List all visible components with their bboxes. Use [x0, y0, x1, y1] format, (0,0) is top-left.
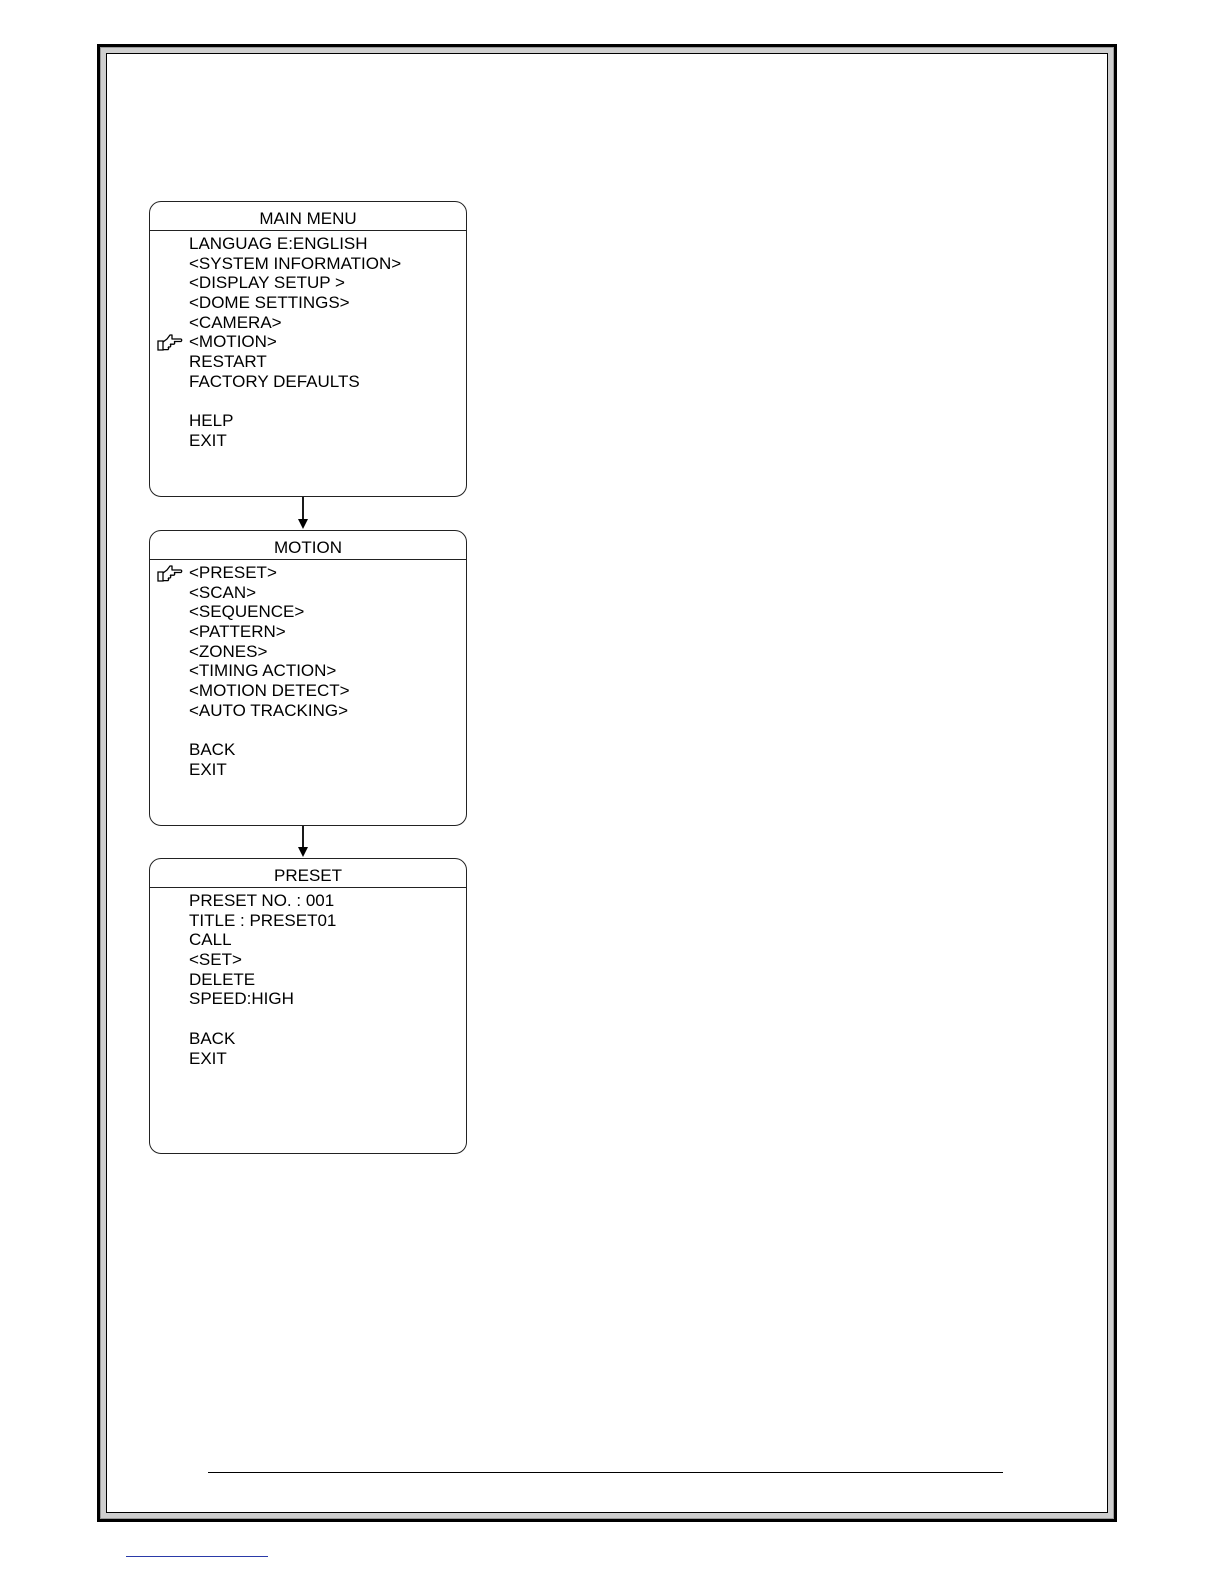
- preset-menu-title: PRESET: [150, 859, 466, 888]
- menu-item-label: TITLE : PRESET01: [189, 910, 337, 930]
- main-menu-title: MAIN MENU: [150, 202, 466, 231]
- menu-item-label: <CAMERA>: [189, 312, 282, 332]
- main-menu-item[interactable]: [150, 352, 466, 372]
- main-menu-items: [150, 231, 466, 451]
- menu-item-label: <SET>: [189, 950, 242, 970]
- menu-item-label: HELP: [189, 411, 234, 431]
- motion-menu-box: [149, 530, 467, 826]
- menu-spacer: [150, 721, 466, 741]
- menu-item-label: EXIT: [189, 1048, 227, 1068]
- preset-menu-item[interactable]: [150, 911, 466, 931]
- arrow-down-icon: [296, 497, 310, 530]
- preset-menu-item[interactable]: [150, 930, 466, 950]
- main-menu-item[interactable]: [150, 234, 466, 254]
- main-menu-item[interactable]: [150, 273, 466, 293]
- menu-item-label: BACK: [189, 740, 236, 760]
- menu-item-label: <MOTION>: [189, 332, 277, 352]
- menu-item-label: <SCAN>: [189, 582, 257, 602]
- motion-menu-item[interactable]: [150, 681, 466, 701]
- motion-menu-item[interactable]: [150, 583, 466, 603]
- motion-menu-item[interactable]: [150, 602, 466, 622]
- menu-spacer: [150, 1009, 466, 1029]
- menu-item-label: <ZONES>: [189, 641, 268, 661]
- menu-item-label: DELETE: [189, 969, 256, 989]
- preset-menu-item[interactable]: [150, 970, 466, 990]
- menu-item-label: <MOTION DETECT>: [189, 681, 350, 701]
- pointing-hand-icon: [157, 564, 183, 582]
- preset-menu-box: [149, 858, 467, 1154]
- menu-item-label: <AUTO TRACKING>: [189, 700, 349, 720]
- menu-item-label: <TIMING ACTION>: [189, 661, 337, 681]
- preset-menu-item[interactable]: [150, 989, 466, 1009]
- menu-item-label: FACTORY DEFAULTS: [189, 371, 360, 391]
- preset-menu-item[interactable]: [150, 891, 466, 911]
- main-menu-item[interactable]: [150, 431, 466, 451]
- preset-menu-item[interactable]: [150, 1049, 466, 1069]
- motion-menu-item[interactable]: [150, 661, 466, 681]
- menu-item-label: PRESET NO. : 001: [189, 891, 335, 910]
- main-menu-item[interactable]: [150, 313, 466, 333]
- bottom-link-underline: [126, 1556, 268, 1557]
- preset-menu-item[interactable]: [150, 1029, 466, 1049]
- menu-item-label: <PRESET>: [189, 563, 277, 582]
- main-menu-item[interactable]: [150, 254, 466, 274]
- motion-menu-items: [150, 560, 466, 780]
- motion-menu-item[interactable]: [150, 701, 466, 721]
- motion-menu-item[interactable]: [150, 563, 466, 583]
- menu-item-label: <PATTERN>: [189, 622, 286, 642]
- main-menu-item[interactable]: [150, 372, 466, 392]
- menu-spacer: [150, 392, 466, 412]
- menu-item-label: <DISPLAY SETUP >: [189, 273, 345, 293]
- preset-menu-items: [150, 888, 466, 1068]
- menu-item-label: RESTART: [189, 352, 267, 372]
- menu-item-label: <SEQUENCE>: [189, 602, 305, 622]
- motion-menu-item[interactable]: [150, 642, 466, 662]
- motion-menu-item[interactable]: [150, 622, 466, 642]
- main-menu-box: [149, 201, 467, 497]
- menu-item-label: EXIT: [189, 759, 227, 779]
- menu-item-label: BACK: [189, 1028, 236, 1048]
- motion-menu-title: MOTION: [150, 531, 466, 560]
- menu-item-label: LANGUAG E:ENGLISH: [189, 234, 368, 253]
- footer-rule: [208, 1472, 1003, 1473]
- arrow-down-icon: [296, 826, 310, 858]
- main-menu-item[interactable]: [150, 411, 466, 431]
- menu-item-label: <SYSTEM INFORMATION>: [189, 253, 402, 273]
- menu-item-label: CALL: [189, 930, 232, 950]
- main-menu-item[interactable]: [150, 332, 466, 352]
- motion-menu-item[interactable]: [150, 740, 466, 760]
- main-menu-item[interactable]: [150, 293, 466, 313]
- motion-menu-item[interactable]: [150, 760, 466, 780]
- preset-menu-item[interactable]: [150, 950, 466, 970]
- menu-item-label: EXIT: [189, 430, 227, 450]
- menu-item-label: SPEED:HIGH: [189, 989, 294, 1009]
- pointing-hand-icon: [157, 333, 183, 351]
- menu-item-label: <DOME SETTINGS>: [189, 293, 350, 313]
